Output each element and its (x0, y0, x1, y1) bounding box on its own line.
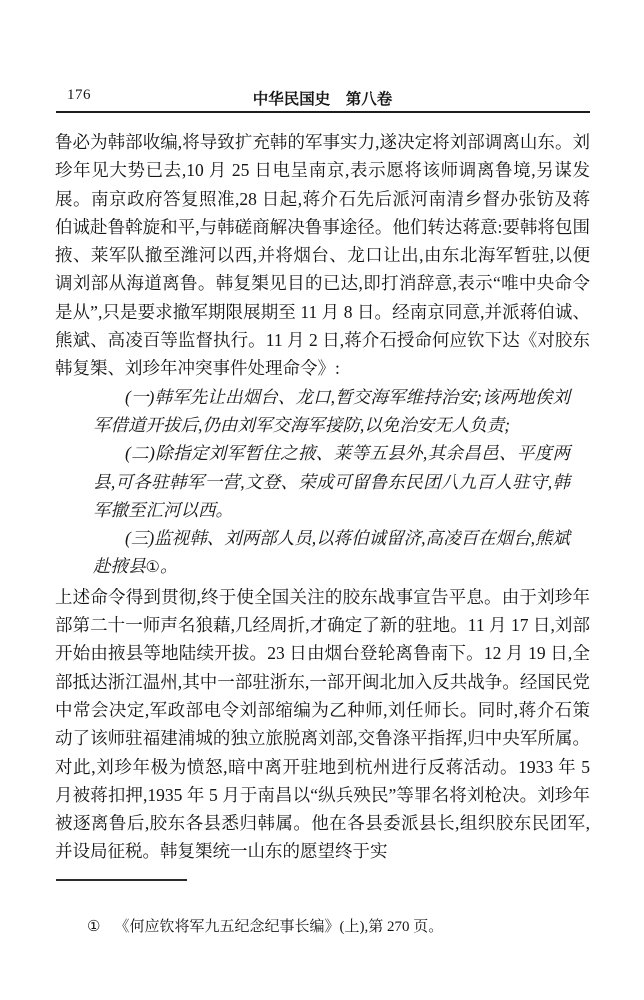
quote-item-1-text: (一)韩军先让出烟台、龙口,暂交海军维持治安;该两地俟刘军借道开拔后,仍由刘军交海军接防,以免治安无人负责; (93, 386, 570, 435)
body-paragraph-2: 上述命令得到贯彻,终于使全国关注的胶东战事宣告平息。由于刘珍年部第二十一师声名狼藉,几经周折,才确定了新的驻地。11 月 17 日,刘部开始由掖县等地陆续开拔。23 日由烟台登轮离鲁南下。12 月 19 日,全部抵达浙江温州,其中一部驻浙东,一部开闽北加入反共战争。经国民党中常会决定,军政部电令刘部缩编为乙种师,刘任师长。同时,蒋介石策动了该师驻福建浦城的独立旅脱离刘部,交鲁涤平指挥,归中央军所属。对此,刘珍年极为愤怒,暗中离开驻地到杭州进行反蒋活动。1933 年 5 月被蒋扣押,1935 年 5 月于南昌以“纵兵殃民”等罪名将刘枪决。刘珍年被逐离鲁后,胶东各县悉归韩属。他在各县委派县长,组织胶东民团军,并设局征税。韩复榘统一山东的愿望终于实 (55, 586, 590, 862)
page-header (55, 87, 590, 107)
running-head-title: 中华民国史 第八卷 (252, 91, 393, 108)
directive-quote-block (93, 383, 570, 583)
footnote (87, 916, 557, 938)
header-rule (56, 111, 590, 113)
quote-item-2-text: (二)除指定刘军暂住之掖、莱等五县外,其余昌邑、平度两县,可各驻韩军一营,文登、荣成可留鲁东民团八九百人驻守,韩军撤至汇河以西。 (93, 443, 570, 520)
quote-item-3 (93, 524, 570, 583)
page-body (55, 128, 590, 866)
page-number: 176 (67, 87, 91, 103)
quote-item-3-text: (三)监视韩、刘两部人员,以蒋伯诚留济,高凌百在烟台,熊斌赴掖县 (93, 528, 570, 577)
body-paragraph-1: 鲁必为韩部收编,将导致扩充韩的军事实力,遂决定将刘部调离山东。刘珍年见大势已去,10 月 25 日电呈南京,表示愿将该师调离鲁境,另谋发展。南京政府答复照准,28 日起,蒋介石先后派河南清乡督办张钫及蒋伯诚赴鲁斡旋和平,与韩磋商解决鲁事途径。他们转达蒋意:要韩将包围掖、莱军队撤至潍河以西,并将烟台、龙口让出,由东北海军暂驻,以便调刘部从海道离鲁。韩复榘见目的已达,即打消辞意,表示“唯中央命令是从”,只是要求撤军期限展期至 11 月 8 日。经南京同意,并派蒋伯诚、熊斌、高凌百等监督执行。11 月 2 日,蒋介石授命何应钦下达《对胶东韩复榘、刘珍年冲突事件处理命令》: (55, 132, 590, 379)
footnote-marker: ① (87, 919, 101, 935)
quote-item-3-tail: 。 (159, 556, 178, 577)
footnote-ref-marker: ① (145, 559, 160, 577)
footnote-separator-rule (56, 879, 187, 881)
footnote-text: 《何应钦将军九五纪念纪事长编》(上),第 270 页。 (114, 919, 444, 935)
quote-item-2 (93, 439, 570, 524)
quote-item-1 (93, 383, 570, 440)
